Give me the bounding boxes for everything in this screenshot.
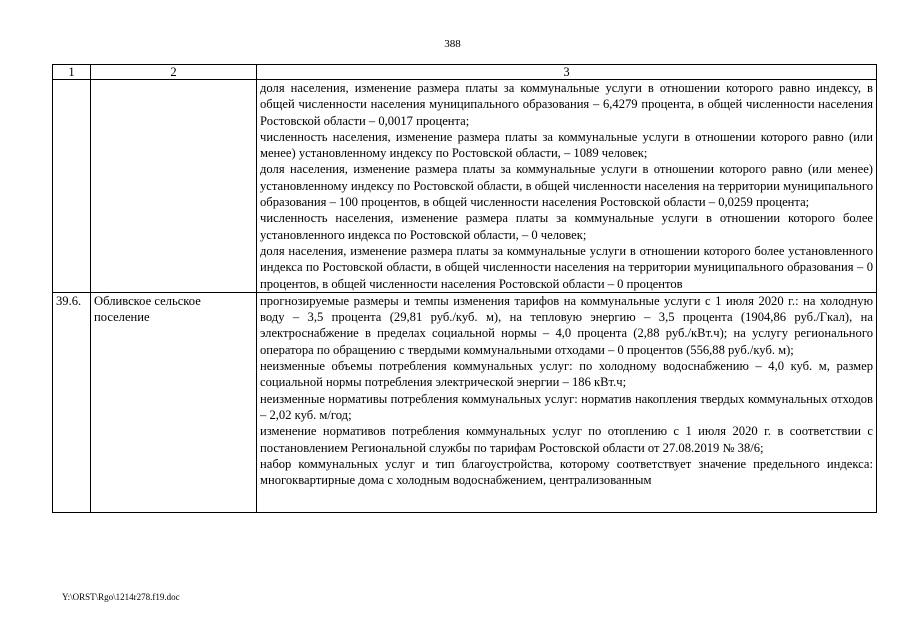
paragraph: неизменные нормативы потребления коммунальных услуг: норматив накопления твердых коммунальных отходов – 2,02 куб. м/год; <box>260 391 873 422</box>
paragraph: численность населения, изменение размера платы за коммунальные услуги в отношении которого более установленного индекса по Ростовской области, – 0 человек; <box>260 211 873 242</box>
paragraph: неизменные объемы потребления коммунальных услуг: по холодному водоснабжению – 4,0 куб. м, размер социальной нормы потребления электрической энергии – 186 кВт.ч; <box>260 359 873 390</box>
header-col-3: 3 <box>257 65 877 80</box>
paragraph: доля населения, изменение размера платы за коммунальные услуги в отношении которого более установленного индекса по Ростовской области, в общей численности населения на территории муниципального образования – 0 процентов, в общей численности населения Ростовской области – 0 процентов <box>260 243 873 291</box>
header-col-1: 1 <box>53 65 91 80</box>
row-content-cell <box>257 292 877 512</box>
paragraph: доля населения, изменение размера платы за коммунальные услуги в отношении которого равно индексу, в общей численности населения муниципального образования – 6,4279 процента, в общей численности населения Ростовской области – 0,0017 процента; <box>260 81 873 128</box>
page-number: 388 <box>444 38 461 50</box>
table-header-row <box>53 65 877 80</box>
row-name-cell <box>91 80 257 293</box>
paragraph: изменение нормативов потребления коммунальных услуг по отоплению с 1 июля 2020 г. в соответствии с постановлением Региональной службы по тарифам Ростовской области от 27.08.2019 № 38/6; <box>260 424 873 455</box>
table-row-continuation <box>53 80 877 293</box>
footer-file-path: Y:\ORST\Rgo\1214r278.f19.doc <box>62 592 180 602</box>
paragraph: прогнозируемые размеры и темпы изменения тарифов на коммунальные услуги с 1 июля 2020 г.: на холодную воду – 3,5 процента (29,81 руб./куб. м), на тепловую энергию – 3,5 процента (1904,86 руб./Гкал), на электроснабжение в пределах социальной нормы – 4,0 процента (2,88 руб./кВт.ч); на услугу регионального оператора по обращению с твердыми коммунальными отходами – 0 процентов (556,88 руб./куб. м); <box>260 293 873 357</box>
paragraph: доля населения, изменение размера платы за коммунальные услуги в отношении которого равно (или менее) установленному индексу по Ростовской области, в общей численности населения на территории муниципального образования – 100 процентов, в общей численности населения Ростовской области – 0,0259 процента; <box>260 162 873 210</box>
row-content-cell <box>257 80 877 293</box>
row-number-cell <box>53 80 91 293</box>
paragraph: набор коммунальных услуг и тип благоустройства, которому соответствует значение предельного индекса: многоквартирные дома с холодным водоснабжением, централизованным <box>260 456 873 488</box>
document-table <box>52 64 877 513</box>
table-row-39-6 <box>53 292 877 512</box>
header-col-2: 2 <box>91 65 257 80</box>
row-number-cell: 39.6. <box>53 292 91 512</box>
row-name-cell: Обливское сельское поселение <box>91 292 257 512</box>
row-content-clip <box>260 293 873 512</box>
paragraph: численность населения, изменение размера платы за коммунальные услуги в отношении которого равно (или менее) установленному индексу по Ростовской области, – 1089 человек; <box>260 129 873 161</box>
